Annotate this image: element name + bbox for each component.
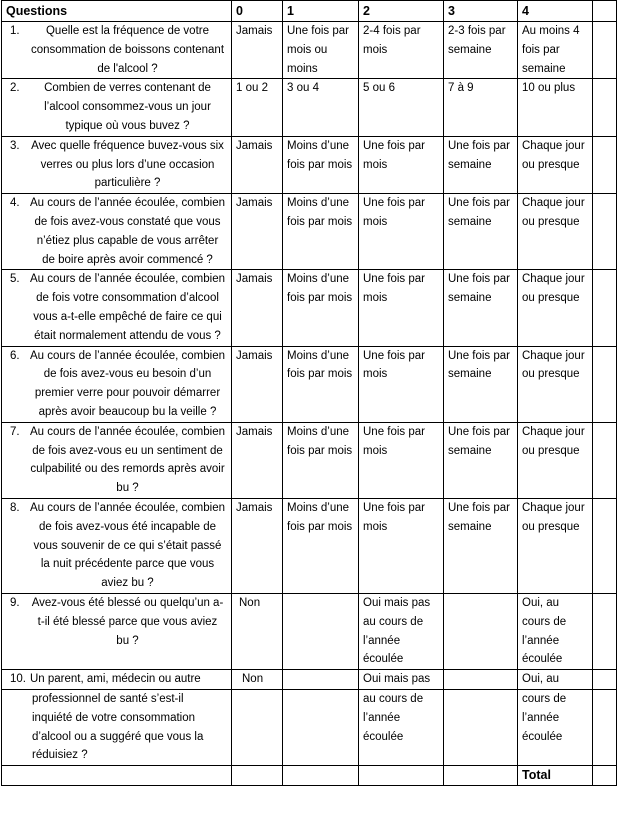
answer-option-1: Moins d’une fois par mois <box>283 194 359 270</box>
question-text: Au cours de l’année écoulée, combien de fois avez-vous eu besoin d’un premier verre pour pouvoir démarrer après avoir beaucoup bu la veille ? <box>30 349 225 418</box>
answer-10-0-rest <box>232 690 283 766</box>
total-label: Total <box>518 766 593 786</box>
answer-option-2: Une fois par mois <box>359 270 444 346</box>
header-col-4: 4 <box>518 1 593 22</box>
answer-option-0: Jamais <box>232 270 283 346</box>
table-row <box>2 79 617 136</box>
answer-option-4: Chaque jour ou presque <box>518 194 593 270</box>
score-cell[interactable] <box>593 136 617 193</box>
total-empty-2 <box>359 766 444 786</box>
table-row <box>2 136 617 193</box>
question-text: Avez-vous été blessé ou quelqu’un a-t-il été blessé parce que vous aviez bu ? <box>31 596 224 647</box>
answer-option-4: 10 ou plus <box>518 79 593 136</box>
question-number: 8. <box>10 501 20 514</box>
answer-option-2: Une fois par mois <box>359 136 444 193</box>
table-row <box>2 593 617 669</box>
answer-option-4: Chaque jour ou presque <box>518 346 593 422</box>
header-questions: Questions <box>2 1 232 22</box>
answer-option-3: 2-3 fois par semaine <box>444 22 518 79</box>
score-cell[interactable] <box>593 422 617 498</box>
question-cell <box>2 498 232 593</box>
answer-option-1: Moins d’une fois par mois <box>283 346 359 422</box>
table-row-10-bottom <box>2 690 617 766</box>
table-row <box>2 194 617 270</box>
audit-questionnaire-table <box>1 0 617 786</box>
answer-option-3 <box>444 593 518 669</box>
answer-option-0: Jamais <box>232 422 283 498</box>
answer-option-4: Oui, au cours de l’année écoulée <box>518 593 593 669</box>
question-number: 1. <box>10 25 20 37</box>
answer-option-3: Une fois par semaine <box>444 194 518 270</box>
score-cell[interactable] <box>593 194 617 270</box>
question-number: 9. <box>10 596 20 609</box>
answer-option-2: Oui mais pas au cours de l’année écoulée <box>359 593 444 669</box>
question-10-text-line1: Un parent, ami, médecin ou autre <box>30 673 201 686</box>
answer-10-3 <box>444 670 518 690</box>
table-row <box>2 498 617 593</box>
score-cell[interactable] <box>593 79 617 136</box>
answer-10-4-rest: cours de l’année écoulée <box>518 690 593 766</box>
answer-option-3: Une fois par semaine <box>444 422 518 498</box>
answer-option-2: 2-4 fois par mois <box>359 22 444 79</box>
question-cell <box>2 194 232 270</box>
total-empty-0 <box>232 766 283 786</box>
answer-option-1 <box>283 593 359 669</box>
question-text: Au cours de l’année écoulée, combien de fois avez-vous été incapable de vous souvenir de ce qui s’était passé la nuit précédente parce que vous aviez bu ? <box>30 501 225 590</box>
question-number: 3. <box>10 139 20 152</box>
question-text: Au cours de l’année écoulée, combien de fois avez-vous eu un sentiment de culpabilité ou des remords après avoir bu ? <box>30 425 225 495</box>
answer-10-0: Non <box>232 670 283 690</box>
answer-option-3: Une fois par semaine <box>444 498 518 593</box>
table-row <box>2 22 617 79</box>
answer-option-1: Moins d’une fois par mois <box>283 136 359 193</box>
question-number: 5. <box>10 273 20 286</box>
answer-option-1: Moins d’une fois par mois <box>283 498 359 593</box>
answer-10-3-rest <box>444 690 518 766</box>
answer-10-4-line1: Oui, au <box>518 670 593 690</box>
answer-option-4: Chaque jour ou presque <box>518 270 593 346</box>
answer-option-4: Chaque jour ou presque <box>518 136 593 193</box>
answer-option-4: Chaque jour ou presque <box>518 498 593 593</box>
question-cell <box>2 346 232 422</box>
answer-option-3: Une fois par semaine <box>444 270 518 346</box>
question-text: Au cours de l’année écoulée, combien de fois votre consommation d’alcool vous a-t-elle empêché de faire ce qui était normalement attendu de vous ? <box>30 273 225 342</box>
header-row <box>2 1 617 22</box>
answer-option-0: Jamais <box>232 194 283 270</box>
answer-option-2: Une fois par mois <box>359 422 444 498</box>
total-empty-q <box>2 766 232 786</box>
header-score <box>593 1 617 22</box>
table-row-10-top <box>2 670 617 690</box>
answer-10-2-line1: Oui mais pas <box>359 670 444 690</box>
answer-option-1: Une fois par mois ou moins <box>283 22 359 79</box>
question-number: 4. <box>10 197 20 210</box>
answer-10-1 <box>283 670 359 690</box>
header-col-1: 1 <box>283 1 359 22</box>
question-number: 6. <box>10 349 20 362</box>
table-row <box>2 422 617 498</box>
question-cell <box>2 79 232 136</box>
answer-10-1-rest <box>283 690 359 766</box>
question-text: Quelle est la fréquence de votre consommation de boissons contenant de l'alcool ? <box>30 25 225 75</box>
table-row <box>2 346 617 422</box>
answer-option-0: Jamais <box>232 346 283 422</box>
question-text: Au cours de l’année écoulée, combien de fois avez-vous constaté que vous n’étiez plus capable de vous arrêter de boire après avoir commencé ? <box>30 197 225 266</box>
answer-option-1: 3 ou 4 <box>283 79 359 136</box>
score-cell[interactable] <box>593 270 617 346</box>
question-number: 7. <box>10 425 20 438</box>
answer-option-0: Jamais <box>232 498 283 593</box>
answer-option-1: Moins d’une fois par mois <box>283 422 359 498</box>
question-10-number: 10. <box>10 673 26 686</box>
answer-option-0: Non <box>232 593 283 669</box>
answer-10-2-rest: au cours de l’année écoulée <box>359 690 444 766</box>
header-col-0: 0 <box>232 1 283 22</box>
question-text: Avec quelle fréquence buvez-vous six verres ou plus lors d’une occasion particulière ? <box>31 139 224 190</box>
answer-option-1: Moins d’une fois par mois <box>283 270 359 346</box>
answer-option-2: Une fois par mois <box>359 194 444 270</box>
answer-option-0: 1 ou 2 <box>232 79 283 136</box>
total-row <box>2 766 617 786</box>
score-cell[interactable] <box>593 498 617 593</box>
answer-option-3: 7 à 9 <box>444 79 518 136</box>
question-10-cell <box>2 670 232 690</box>
question-cell <box>2 422 232 498</box>
header-col-3: 3 <box>444 1 518 22</box>
total-empty-1 <box>283 766 359 786</box>
question-text: Combien de verres contenant de l’alcool consommez-vous un jour typique où vous buvez ? <box>44 82 211 132</box>
total-value[interactable] <box>593 766 617 786</box>
question-10-rest-cell <box>2 690 232 766</box>
table-row <box>2 270 617 346</box>
answer-option-2: Une fois par mois <box>359 498 444 593</box>
header-col-2: 2 <box>359 1 444 22</box>
answer-option-2: 5 ou 6 <box>359 79 444 136</box>
score-10-top <box>593 670 617 690</box>
question-cell <box>2 22 232 79</box>
question-cell <box>2 593 232 669</box>
score-cell[interactable] <box>593 346 617 422</box>
question-cell <box>2 136 232 193</box>
question-number: 2. <box>10 82 20 95</box>
score-10-bottom <box>593 690 617 766</box>
answer-option-3: Une fois par semaine <box>444 136 518 193</box>
score-cell[interactable] <box>593 22 617 79</box>
total-empty-3 <box>444 766 518 786</box>
question-10-text-rest: professionnel de santé s’est-il inquiété de votre consommation d’alcool ou a suggéré que vous la réduisiez ? <box>32 693 204 762</box>
answer-option-2: Une fois par mois <box>359 346 444 422</box>
answer-option-0: Jamais <box>232 22 283 79</box>
answer-option-0: Jamais <box>232 136 283 193</box>
answer-option-3: Une fois par semaine <box>444 346 518 422</box>
answer-option-4: Au moins 4 fois par semaine <box>518 22 593 79</box>
answer-option-4: Chaque jour ou presque <box>518 422 593 498</box>
score-cell[interactable] <box>593 593 617 669</box>
question-cell <box>2 270 232 346</box>
